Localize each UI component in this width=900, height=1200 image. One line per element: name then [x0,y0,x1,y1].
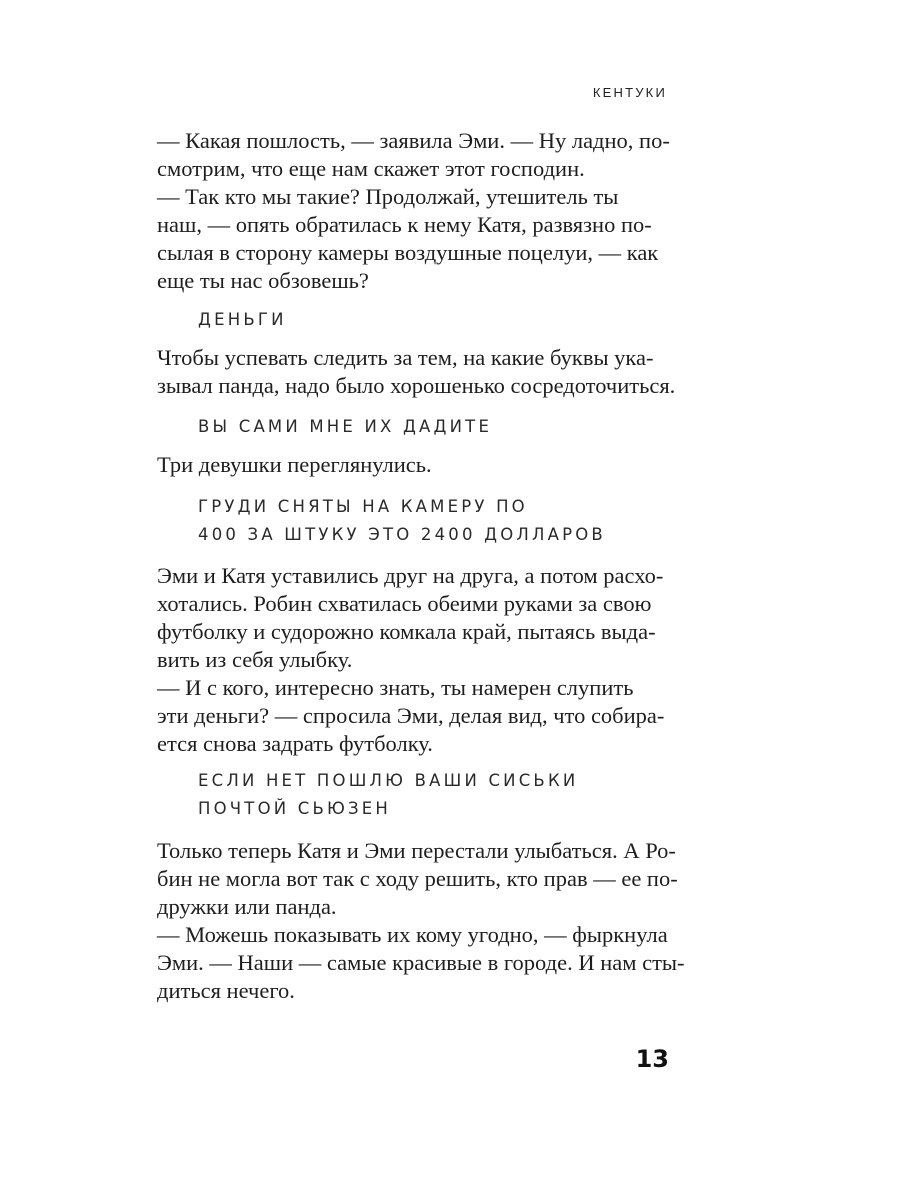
text-line: Только теперь Катя и Эми перестали улыбаться. А Ро- [157,838,676,863]
text-line: вить из себя улыбку. [157,647,353,672]
panda-message: 400 ЗА ШТУКУ ЭТО 2400 ДОЛЛАРОВ [198,525,606,544]
panda-message: ГРУДИ СНЯТЫ НА КАМЕРУ ПО [198,497,528,516]
text-line: — Какая пошлость, — заявила Эми. — Ну ладно, по- [157,128,670,153]
text-line: Три девушки переглянулись. [157,452,432,477]
text-line: диться нечего. [157,978,295,1003]
text-line: зывал панда, надо было хорошенько сосредоточиться. [157,373,676,398]
text-line: сылая в сторону камеры воздушные поцелуи, — как [157,240,659,265]
page-number: 13 [635,1045,669,1073]
text-line: дружки или панда. [157,894,337,919]
text-line: Чтобы успевать следить за тем, на какие буквы ука- [157,345,654,370]
running-header: КЕНТУКИ [592,85,667,100]
panda-message: ВЫ САМИ МНЕ ИХ ДАДИТЕ [198,417,493,436]
text-line: Эми и Катя уставились друг на друга, а потом расхо- [157,563,664,588]
panda-message: ДЕНЬГИ [198,310,287,329]
panda-message: ПОЧТОЙ СЬЮЗЕН [198,799,392,818]
text-line: наш, — опять обратилась к нему Катя, развязно по- [157,212,652,237]
text-line: — Так кто мы такие? Продолжай, утешитель ты [157,184,619,209]
text-line: — Можешь показывать их кому угодно, — фыркнула [157,922,668,947]
text-line: ется снова задрать футболку. [157,731,433,756]
text-line: хотались. Робин схватилась обеими руками за свою [157,591,652,616]
text-line: эти деньги? — спросила Эми, делая вид, что собира- [157,703,665,728]
text-line: — И с кого, интересно знать, ты намерен слупить [157,675,634,700]
panda-message: ЕСЛИ НЕТ ПОШЛЮ ВАШИ СИСЬКИ [198,771,579,790]
text-line: смотрим, что еще нам скажет этот господин. [157,156,585,181]
text-line: футболку и судорожно комкала край, пытаясь выда- [157,619,656,644]
text-line: бин не могла вот так с ходу решить, кто прав — ее по- [157,866,678,891]
text-line: Эми. — Наши — самые красивые в городе. И нам сты- [157,950,685,975]
text-line: еще ты нас обзовешь? [157,268,369,293]
